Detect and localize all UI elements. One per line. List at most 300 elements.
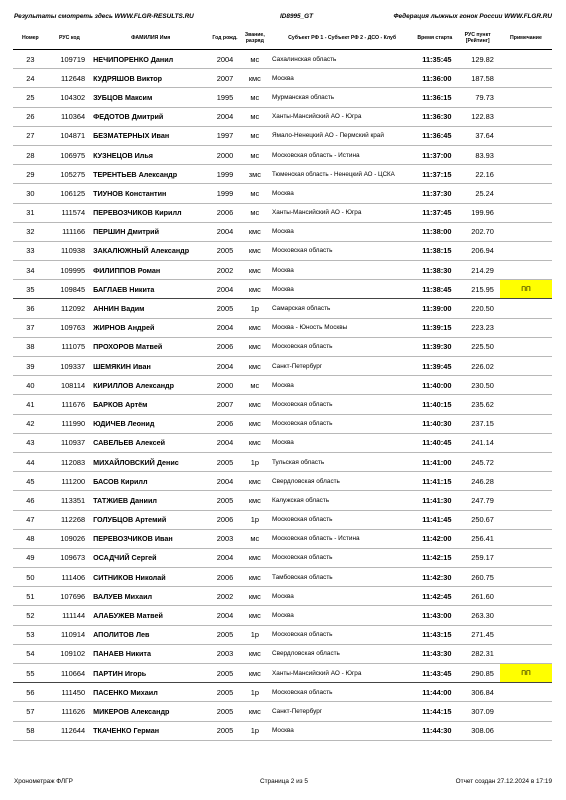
col-header-start-time: Время старта bbox=[414, 27, 455, 50]
cell-region: Калужская область bbox=[270, 491, 414, 510]
table-row bbox=[13, 280, 552, 299]
cell-birth-year: 2005 bbox=[210, 683, 239, 702]
cell-points: 230.50 bbox=[455, 376, 499, 395]
col-header-name: ФАМИЛИЯ Имя bbox=[91, 27, 210, 50]
cell-birth-year: 2006 bbox=[210, 510, 239, 529]
cell-points: 259.17 bbox=[455, 548, 499, 567]
cell-note bbox=[500, 587, 552, 606]
cell-rank: мс bbox=[240, 126, 270, 145]
cell-note bbox=[500, 452, 552, 471]
table-row bbox=[13, 241, 552, 260]
cell-rus-id: 112083 bbox=[48, 452, 91, 471]
cell-rank: кмс bbox=[240, 644, 270, 663]
cell-rank: кмс bbox=[240, 433, 270, 452]
cell-points: 199.96 bbox=[455, 203, 499, 222]
table-row bbox=[13, 107, 552, 126]
table-row bbox=[13, 318, 552, 337]
cell-athlete-name: СИТНИКОВ Николай bbox=[91, 568, 210, 587]
cell-region: Тульская область bbox=[270, 452, 414, 471]
cell-athlete-name: ТАТЖИЕВ Даниил bbox=[91, 491, 210, 510]
cell-birth-year: 2004 bbox=[210, 280, 239, 299]
cell-note bbox=[500, 203, 552, 222]
cell-rus-id: 110937 bbox=[48, 433, 91, 452]
cell-start-time: 11:36:15 bbox=[414, 88, 455, 107]
cell-number: 53 bbox=[13, 625, 48, 644]
cell-birth-year: 2004 bbox=[210, 318, 239, 337]
cell-points: 215.95 bbox=[455, 280, 499, 299]
cell-rus-id: 104871 bbox=[48, 126, 91, 145]
cell-birth-year: 2003 bbox=[210, 644, 239, 663]
cell-start-time: 11:40:00 bbox=[414, 376, 455, 395]
cell-birth-year: 1995 bbox=[210, 88, 239, 107]
page-number: Страница 2 из 5 bbox=[260, 778, 308, 785]
cell-region: Москва bbox=[270, 606, 414, 625]
cell-note bbox=[500, 548, 552, 567]
cell-athlete-name: ФИЛИППОВ Роман bbox=[91, 261, 210, 280]
cell-rus-id: 111676 bbox=[48, 395, 91, 414]
cell-start-time: 11:42:45 bbox=[414, 587, 455, 606]
cell-note: ПП bbox=[500, 280, 552, 299]
cell-athlete-name: ПАСЕНКО Михаил bbox=[91, 683, 210, 702]
cell-start-time: 11:43:00 bbox=[414, 606, 455, 625]
cell-athlete-name: ПЕРЕВОЗЧИКОВ Иван bbox=[91, 529, 210, 548]
cell-athlete-name: ПАНАЕВ Никита bbox=[91, 644, 210, 663]
cell-region: Москва bbox=[270, 69, 414, 88]
cell-rank: кмс bbox=[240, 664, 270, 683]
cell-rank: мс bbox=[240, 145, 270, 164]
cell-note bbox=[500, 88, 552, 107]
cell-points: 235.62 bbox=[455, 395, 499, 414]
table-row bbox=[13, 126, 552, 145]
cell-start-time: 11:38:45 bbox=[414, 280, 455, 299]
table-row bbox=[13, 721, 552, 740]
cell-birth-year: 2004 bbox=[210, 433, 239, 452]
cell-points: 263.30 bbox=[455, 606, 499, 625]
page-header bbox=[14, 13, 552, 25]
cell-athlete-name: КУЗНЕЦОВ Илья bbox=[91, 145, 210, 164]
cell-rus-id: 106125 bbox=[48, 184, 91, 203]
cell-number: 35 bbox=[13, 280, 48, 299]
cell-rank: мс bbox=[240, 50, 270, 69]
table-body bbox=[13, 50, 552, 741]
cell-rank: мс bbox=[240, 88, 270, 107]
cell-region: Мурманская область bbox=[270, 88, 414, 107]
cell-note bbox=[500, 261, 552, 280]
table-row bbox=[13, 529, 552, 548]
cell-start-time: 11:36:45 bbox=[414, 126, 455, 145]
cell-rank: кмс bbox=[240, 606, 270, 625]
cell-points: 260.75 bbox=[455, 568, 499, 587]
cell-rus-id: 113351 bbox=[48, 491, 91, 510]
cell-note bbox=[500, 625, 552, 644]
cell-start-time: 11:40:30 bbox=[414, 414, 455, 433]
cell-number: 27 bbox=[13, 126, 48, 145]
cell-rank: 1р bbox=[240, 299, 270, 318]
cell-start-time: 11:42:00 bbox=[414, 529, 455, 548]
cell-points: 37.64 bbox=[455, 126, 499, 145]
table-row bbox=[13, 69, 552, 88]
footer-timing: Хронометраж ФЛГР bbox=[14, 778, 73, 785]
cell-start-time: 11:43:30 bbox=[414, 644, 455, 663]
cell-rus-id: 109337 bbox=[48, 357, 91, 376]
cell-rank: 1р bbox=[240, 510, 270, 529]
cell-athlete-name: БАРКОВ Артём bbox=[91, 395, 210, 414]
cell-number: 48 bbox=[13, 529, 48, 548]
cell-rank: кмс bbox=[240, 491, 270, 510]
cell-birth-year: 2004 bbox=[210, 107, 239, 126]
cell-note bbox=[500, 395, 552, 414]
cell-note bbox=[500, 145, 552, 164]
table-row bbox=[13, 510, 552, 529]
cell-note bbox=[500, 414, 552, 433]
cell-note: ПП bbox=[500, 664, 552, 683]
cell-region: Москва bbox=[270, 587, 414, 606]
cell-start-time: 11:41:45 bbox=[414, 510, 455, 529]
cell-note bbox=[500, 529, 552, 548]
cell-start-time: 11:40:45 bbox=[414, 433, 455, 452]
cell-number: 32 bbox=[13, 222, 48, 241]
table-row bbox=[13, 222, 552, 241]
cell-athlete-name: НЕЧИПОРЕНКО Данил bbox=[91, 50, 210, 69]
cell-points: 223.23 bbox=[455, 318, 499, 337]
table-row bbox=[13, 337, 552, 356]
cell-birth-year: 2005 bbox=[210, 299, 239, 318]
cell-start-time: 11:37:30 bbox=[414, 184, 455, 203]
cell-number: 26 bbox=[13, 107, 48, 126]
cell-region: Москва bbox=[270, 433, 414, 452]
cell-region: Санкт-Петербург bbox=[270, 357, 414, 376]
cell-birth-year: 2007 bbox=[210, 395, 239, 414]
cell-rank: кмс bbox=[240, 261, 270, 280]
cell-athlete-name: БЕЗМАТЕРНЫХ Иван bbox=[91, 126, 210, 145]
table-row bbox=[13, 299, 552, 318]
cell-region: Московская область - Истина bbox=[270, 529, 414, 548]
cell-note bbox=[500, 606, 552, 625]
cell-rus-id: 111450 bbox=[48, 683, 91, 702]
cell-note bbox=[500, 568, 552, 587]
cell-points: 282.31 bbox=[455, 644, 499, 663]
cell-rank: мс bbox=[240, 107, 270, 126]
cell-points: 206.94 bbox=[455, 241, 499, 260]
cell-points: 261.60 bbox=[455, 587, 499, 606]
cell-athlete-name: ТЕРЕНТЬЕВ Александр bbox=[91, 165, 210, 184]
cell-points: 122.83 bbox=[455, 107, 499, 126]
cell-region: Московская область - Истина bbox=[270, 145, 414, 164]
cell-rus-id: 109763 bbox=[48, 318, 91, 337]
cell-region: Московская область bbox=[270, 683, 414, 702]
cell-start-time: 11:38:15 bbox=[414, 241, 455, 260]
cell-athlete-name: АЛАБУЖЕВ Матвей bbox=[91, 606, 210, 625]
col-header-rus-id: РУС код bbox=[48, 27, 91, 50]
cell-rank: кмс bbox=[240, 702, 270, 721]
cell-note bbox=[500, 241, 552, 260]
cell-birth-year: 2004 bbox=[210, 50, 239, 69]
cell-note bbox=[500, 107, 552, 126]
cell-athlete-name: ТКАЧЕНКО Герман bbox=[91, 721, 210, 740]
cell-region: Москва bbox=[270, 184, 414, 203]
cell-birth-year: 2005 bbox=[210, 625, 239, 644]
cell-birth-year: 2006 bbox=[210, 337, 239, 356]
cell-number: 28 bbox=[13, 145, 48, 164]
cell-athlete-name: ПЕРЕВОЗЧИКОВ Кирилл bbox=[91, 203, 210, 222]
cell-rus-id: 109719 bbox=[48, 50, 91, 69]
cell-rus-id: 111200 bbox=[48, 472, 91, 491]
cell-rank: кмс bbox=[240, 318, 270, 337]
cell-rus-id: 110664 bbox=[48, 664, 91, 683]
cell-note bbox=[500, 299, 552, 318]
cell-athlete-name: МИКЕРОВ Александр bbox=[91, 702, 210, 721]
cell-note bbox=[500, 69, 552, 88]
cell-start-time: 11:43:45 bbox=[414, 664, 455, 683]
cell-birth-year: 1999 bbox=[210, 184, 239, 203]
cell-athlete-name: ЮДИЧЕВ Леонид bbox=[91, 414, 210, 433]
cell-birth-year: 2006 bbox=[210, 568, 239, 587]
cell-athlete-name: ФЕДОТОВ Дмитрий bbox=[91, 107, 210, 126]
cell-start-time: 11:39:15 bbox=[414, 318, 455, 337]
cell-points: 22.16 bbox=[455, 165, 499, 184]
cell-note bbox=[500, 165, 552, 184]
cell-number: 42 bbox=[13, 414, 48, 433]
cell-birth-year: 2005 bbox=[210, 241, 239, 260]
table-header-row bbox=[13, 27, 552, 50]
cell-athlete-name: ЖИРНОВ Андрей bbox=[91, 318, 210, 337]
cell-number: 47 bbox=[13, 510, 48, 529]
cell-birth-year: 2005 bbox=[210, 664, 239, 683]
cell-rus-id: 111626 bbox=[48, 702, 91, 721]
cell-rus-id: 109845 bbox=[48, 280, 91, 299]
cell-points: 246.28 bbox=[455, 472, 499, 491]
cell-birth-year: 2006 bbox=[210, 203, 239, 222]
table-row bbox=[13, 261, 552, 280]
cell-points: 290.85 bbox=[455, 664, 499, 683]
cell-start-time: 11:37:45 bbox=[414, 203, 455, 222]
cell-note bbox=[500, 721, 552, 740]
cell-rus-id: 112648 bbox=[48, 69, 91, 88]
cell-note bbox=[500, 683, 552, 702]
cell-points: 83.93 bbox=[455, 145, 499, 164]
cell-birth-year: 2005 bbox=[210, 452, 239, 471]
cell-birth-year: 2002 bbox=[210, 587, 239, 606]
cell-region: Самарская область bbox=[270, 299, 414, 318]
cell-points: 187.58 bbox=[455, 69, 499, 88]
cell-note bbox=[500, 702, 552, 721]
cell-rus-id: 109995 bbox=[48, 261, 91, 280]
cell-rus-id: 110914 bbox=[48, 625, 91, 644]
cell-points: 226.02 bbox=[455, 357, 499, 376]
cell-athlete-name: САВЕЛЬЕВ Алексей bbox=[91, 433, 210, 452]
federation-site-link[interactable]: Федерация лыжных гонок России WWW.FLGR.RU bbox=[393, 13, 552, 20]
cell-points: 247.79 bbox=[455, 491, 499, 510]
table-row bbox=[13, 548, 552, 567]
cell-rus-id: 105275 bbox=[48, 165, 91, 184]
cell-region: Московская область bbox=[270, 337, 414, 356]
cell-rank: мс bbox=[240, 529, 270, 548]
cell-rus-id: 112268 bbox=[48, 510, 91, 529]
cell-note bbox=[500, 337, 552, 356]
cell-rank: мс bbox=[240, 203, 270, 222]
cell-points: 307.09 bbox=[455, 702, 499, 721]
table-row bbox=[13, 376, 552, 395]
cell-points: 202.70 bbox=[455, 222, 499, 241]
col-header-rank: Звание, разряд bbox=[240, 27, 270, 50]
cell-birth-year: 2004 bbox=[210, 548, 239, 567]
cell-birth-year: 2006 bbox=[210, 414, 239, 433]
cell-start-time: 11:44:30 bbox=[414, 721, 455, 740]
cell-rank: змс bbox=[240, 165, 270, 184]
cell-athlete-name: ПЕРШИН Дмитрий bbox=[91, 222, 210, 241]
cell-athlete-name: ТИУНОВ Константин bbox=[91, 184, 210, 203]
cell-region: Свердловская область bbox=[270, 472, 414, 491]
cell-rank: кмс bbox=[240, 472, 270, 491]
cell-start-time: 11:36:30 bbox=[414, 107, 455, 126]
cell-start-time: 11:42:15 bbox=[414, 548, 455, 567]
cell-start-time: 11:44:00 bbox=[414, 683, 455, 702]
cell-points: 214.29 bbox=[455, 261, 499, 280]
table-row bbox=[13, 203, 552, 222]
cell-rus-id: 109026 bbox=[48, 529, 91, 548]
cell-athlete-name: КИРИЛЛОВ Александр bbox=[91, 376, 210, 395]
cell-birth-year: 2003 bbox=[210, 529, 239, 548]
cell-number: 39 bbox=[13, 357, 48, 376]
cell-start-time: 11:41:15 bbox=[414, 472, 455, 491]
cell-athlete-name: КУДРЯШОВ Виктор bbox=[91, 69, 210, 88]
start-list-table bbox=[13, 27, 552, 741]
cell-note bbox=[500, 644, 552, 663]
cell-rus-id: 108114 bbox=[48, 376, 91, 395]
col-header-number: Номер bbox=[13, 27, 48, 50]
cell-points: 220.50 bbox=[455, 299, 499, 318]
cell-number: 54 bbox=[13, 644, 48, 663]
cell-rank: кмс bbox=[240, 241, 270, 260]
cell-rank: кмс bbox=[240, 357, 270, 376]
cell-region: Ямало-Ненецкий АО - Пермский край bbox=[270, 126, 414, 145]
results-site-link[interactable]: Результаты смотреть здесь WWW.FLGR-RESULTS.RU bbox=[14, 13, 194, 20]
cell-number: 36 bbox=[13, 299, 48, 318]
cell-points: 129.82 bbox=[455, 50, 499, 69]
cell-athlete-name: ПРОХОРОВ Матвей bbox=[91, 337, 210, 356]
cell-number: 58 bbox=[13, 721, 48, 740]
cell-rank: кмс bbox=[240, 395, 270, 414]
cell-note bbox=[500, 472, 552, 491]
cell-note bbox=[500, 357, 552, 376]
cell-number: 55 bbox=[13, 664, 48, 683]
cell-birth-year: 2005 bbox=[210, 491, 239, 510]
cell-number: 23 bbox=[13, 50, 48, 69]
cell-number: 40 bbox=[13, 376, 48, 395]
cell-athlete-name: АПОЛИТОВ Лев bbox=[91, 625, 210, 644]
cell-athlete-name: БАСОВ Кирилл bbox=[91, 472, 210, 491]
cell-number: 44 bbox=[13, 452, 48, 471]
cell-points: 250.67 bbox=[455, 510, 499, 529]
cell-number: 50 bbox=[13, 568, 48, 587]
table-row bbox=[13, 702, 552, 721]
cell-start-time: 11:39:30 bbox=[414, 337, 455, 356]
cell-points: 306.84 bbox=[455, 683, 499, 702]
cell-athlete-name: ШЕМЯКИН Иван bbox=[91, 357, 210, 376]
cell-number: 38 bbox=[13, 337, 48, 356]
cell-rus-id: 112644 bbox=[48, 721, 91, 740]
cell-start-time: 11:38:00 bbox=[414, 222, 455, 241]
cell-region: Московская область bbox=[270, 548, 414, 567]
cell-number: 37 bbox=[13, 318, 48, 337]
report-created: Отчет создан 27.12.2024 в 17:19 bbox=[455, 778, 552, 785]
cell-number: 30 bbox=[13, 184, 48, 203]
cell-rank: кмс bbox=[240, 414, 270, 433]
cell-start-time: 11:41:30 bbox=[414, 491, 455, 510]
cell-note bbox=[500, 318, 552, 337]
table-row bbox=[13, 606, 552, 625]
cell-number: 57 bbox=[13, 702, 48, 721]
col-header-year: Год рожд. bbox=[210, 27, 239, 50]
table-row bbox=[13, 644, 552, 663]
table-row bbox=[13, 568, 552, 587]
cell-region: Московская область bbox=[270, 414, 414, 433]
cell-note bbox=[500, 184, 552, 203]
race-id: ID8995_GT bbox=[280, 13, 314, 20]
cell-rus-id: 111574 bbox=[48, 203, 91, 222]
table-row bbox=[13, 433, 552, 452]
cell-rank: кмс bbox=[240, 280, 270, 299]
col-header-points: РУС пункт [Рейтинг] bbox=[455, 27, 499, 50]
cell-birth-year: 2000 bbox=[210, 145, 239, 164]
cell-note bbox=[500, 376, 552, 395]
cell-points: 25.24 bbox=[455, 184, 499, 203]
cell-start-time: 11:44:15 bbox=[414, 702, 455, 721]
cell-rus-id: 107696 bbox=[48, 587, 91, 606]
table-row bbox=[13, 452, 552, 471]
cell-birth-year: 2007 bbox=[210, 69, 239, 88]
cell-birth-year: 2004 bbox=[210, 357, 239, 376]
cell-rus-id: 109673 bbox=[48, 548, 91, 567]
table-row bbox=[13, 88, 552, 107]
cell-start-time: 11:43:15 bbox=[414, 625, 455, 644]
cell-number: 34 bbox=[13, 261, 48, 280]
cell-athlete-name: ВАЛУЕВ Михаил bbox=[91, 587, 210, 606]
cell-number: 31 bbox=[13, 203, 48, 222]
table-row bbox=[13, 625, 552, 644]
cell-birth-year: 2000 bbox=[210, 376, 239, 395]
cell-region: Московская область bbox=[270, 625, 414, 644]
table-row bbox=[13, 683, 552, 702]
cell-rank: мс bbox=[240, 376, 270, 395]
cell-athlete-name: ОСАДЧИЙ Сергей bbox=[91, 548, 210, 567]
cell-region: Московская область bbox=[270, 241, 414, 260]
cell-region: Москва bbox=[270, 280, 414, 299]
cell-points: 225.50 bbox=[455, 337, 499, 356]
cell-note bbox=[500, 222, 552, 241]
cell-points: 308.06 bbox=[455, 721, 499, 740]
cell-number: 56 bbox=[13, 683, 48, 702]
cell-region: Сахалинская область bbox=[270, 50, 414, 69]
cell-rank: 1р bbox=[240, 452, 270, 471]
cell-rus-id: 111075 bbox=[48, 337, 91, 356]
cell-rank: кмс bbox=[240, 587, 270, 606]
cell-birth-year: 2005 bbox=[210, 702, 239, 721]
cell-number: 46 bbox=[13, 491, 48, 510]
cell-rus-id: 111144 bbox=[48, 606, 91, 625]
cell-birth-year: 2005 bbox=[210, 721, 239, 740]
cell-number: 52 bbox=[13, 606, 48, 625]
cell-rank: кмс bbox=[240, 337, 270, 356]
cell-number: 51 bbox=[13, 587, 48, 606]
cell-number: 24 bbox=[13, 69, 48, 88]
cell-start-time: 11:37:15 bbox=[414, 165, 455, 184]
cell-region: Москва bbox=[270, 721, 414, 740]
cell-birth-year: 2004 bbox=[210, 606, 239, 625]
cell-rank: мс bbox=[240, 184, 270, 203]
cell-region: Ханты-Мансийский АО - Югра bbox=[270, 107, 414, 126]
cell-region: Московская область bbox=[270, 510, 414, 529]
